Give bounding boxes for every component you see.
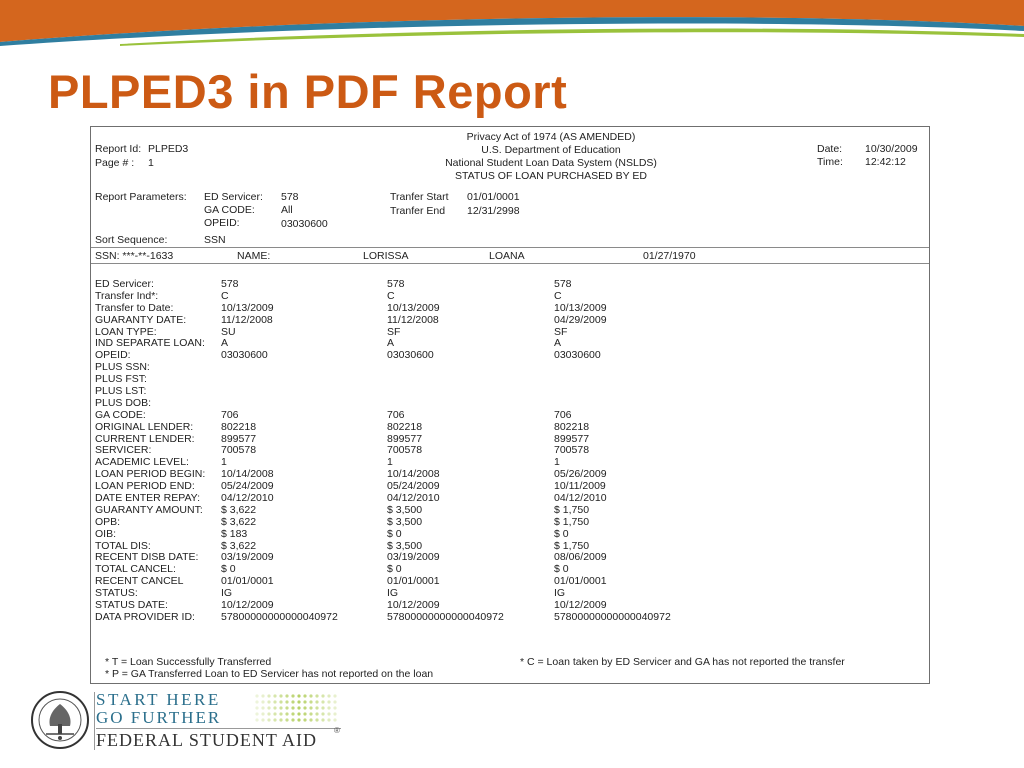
table-row xyxy=(95,445,925,457)
loan-1-value: 899577 xyxy=(221,432,257,445)
loan-fields-table xyxy=(95,279,925,624)
loan-1-value: 10/13/2009 xyxy=(221,301,274,314)
table-row xyxy=(95,362,925,374)
loan-2-value: IG xyxy=(387,587,399,600)
header-line-1: Privacy Act of 1974 (AS AMENDED) xyxy=(466,131,636,143)
loan-1-value: 700578 xyxy=(221,444,257,457)
field-label: GUARANTY DATE: xyxy=(95,313,187,326)
sort-value: SSN xyxy=(204,234,226,246)
loan-2-value: 03030600 xyxy=(387,349,434,362)
table-row xyxy=(95,457,925,469)
field-label: RECENT DISB DATE: xyxy=(95,551,199,564)
report-id-label: Report Id: xyxy=(95,143,142,155)
table-row xyxy=(95,422,925,434)
table-row xyxy=(95,576,925,588)
loan-2-value: 10/12/2009 xyxy=(387,599,440,612)
field-label: DATA PROVIDER ID: xyxy=(95,610,195,623)
table-row xyxy=(95,279,925,291)
table-row xyxy=(95,386,925,398)
table-row xyxy=(95,315,925,327)
loan-3-value: 03030600 xyxy=(554,349,601,362)
header-line-2: U.S. Department of Education xyxy=(481,144,621,156)
loan-3-value: 578 xyxy=(554,278,572,290)
department-of-education-seal-icon xyxy=(30,690,90,750)
field-label: ED Servicer: xyxy=(95,278,154,290)
loan-1-value: SU xyxy=(221,325,236,338)
loan-1-value: 1 xyxy=(221,456,227,469)
logo-divider-vertical xyxy=(94,692,95,750)
field-label: LOAN PERIOD END: xyxy=(95,480,195,493)
report-date: 10/30/2009 xyxy=(865,143,918,155)
field-label: OIB: xyxy=(95,527,117,540)
footnote-t: * T = Loan Successfully Transferred xyxy=(105,656,272,668)
logo-divider-horizontal xyxy=(96,728,341,729)
param-transfer-start: 01/01/0001 xyxy=(467,191,520,203)
loan-3-value: 706 xyxy=(554,408,572,421)
loan-2-value: $ 0 xyxy=(387,527,402,540)
param-transfer-end: 12/31/2998 xyxy=(467,205,520,217)
date-label: Date: xyxy=(817,143,843,155)
loan-3-value: $ 0 xyxy=(554,527,569,540)
loan-3-value: 57800000000000040972 xyxy=(554,610,671,623)
loan-2-value: 10/13/2009 xyxy=(387,301,440,314)
table-row xyxy=(95,338,925,350)
footnote-p: * P = GA Transferred Loan to ED Servicer has not reported on the loan xyxy=(105,668,434,680)
loan-3-value: 05/26/2009 xyxy=(554,468,607,481)
loan-2-value: $ 0 xyxy=(387,563,402,576)
loan-1-value: 10/14/2008 xyxy=(221,468,274,481)
borrower-dob: 01/27/1970 xyxy=(643,250,696,262)
loan-1-value: IG xyxy=(221,587,233,600)
table-row xyxy=(95,481,925,493)
table-row xyxy=(95,541,925,553)
loan-2-value: 700578 xyxy=(387,444,423,457)
report-id: PLPED3 xyxy=(148,143,189,155)
field-label: Transfer to Date: xyxy=(95,301,174,314)
borrower-first-name: LORISSA xyxy=(363,250,409,262)
logo-go-further: GO FURTHER xyxy=(96,708,222,727)
logo-federal-student-aid: FEDERAL STUDENT AID xyxy=(96,730,317,750)
loan-2-value: 802218 xyxy=(387,420,423,433)
loan-3-value: 08/06/2009 xyxy=(554,551,607,564)
loan-2-value: 01/01/0001 xyxy=(387,575,440,588)
field-label: PLUS SSN: xyxy=(95,361,150,374)
loan-1-value: $ 3,622 xyxy=(221,515,257,528)
loan-3-value: $ 1,750 xyxy=(554,539,590,552)
loan-3-value: 10/13/2009 xyxy=(554,301,607,314)
loan-3-value: 700578 xyxy=(554,444,590,457)
loan-1-value: C xyxy=(221,289,229,302)
footnote-c: * C = Loan taken by ED Servicer and GA has not reported the transfer xyxy=(520,656,845,668)
loan-3-value: 10/11/2009 xyxy=(554,480,606,493)
page-label: Page # : xyxy=(95,157,135,169)
loan-2-value: 04/12/2010 xyxy=(387,492,440,505)
loan-1-value: $ 0 xyxy=(221,563,236,576)
field-label: TOTAL DIS: xyxy=(95,539,151,552)
field-label: STATUS: xyxy=(95,587,138,600)
slide-title: PLPED3 in PDF Report xyxy=(48,65,568,118)
param-opeid: 03030600 xyxy=(281,218,328,230)
field-label: GUARANTY AMOUNT: xyxy=(95,503,203,516)
table-row xyxy=(95,350,925,362)
table-row xyxy=(95,410,925,422)
loan-2-value: 899577 xyxy=(387,432,423,445)
param-ga-code: All xyxy=(281,204,293,216)
federal-student-aid-logo xyxy=(30,690,360,756)
field-label: ORIGINAL LENDER: xyxy=(95,420,194,433)
field-label: TOTAL CANCEL: xyxy=(95,563,176,576)
registered-mark: ® xyxy=(334,726,340,735)
loan-3-value: 1 xyxy=(554,456,560,469)
field-label: PLUS DOB: xyxy=(95,396,152,409)
report-document xyxy=(90,126,930,684)
table-row xyxy=(95,434,925,446)
loan-2-value: A xyxy=(387,337,395,350)
borrower-name-label: NAME: xyxy=(237,250,271,262)
loan-3-value: C xyxy=(554,289,562,302)
field-label: LOAN TYPE: xyxy=(95,325,157,338)
loan-1-value: 01/01/0001 xyxy=(221,575,274,588)
loan-3-value: 802218 xyxy=(554,420,590,433)
field-label: LOAN PERIOD BEGIN: xyxy=(95,468,206,481)
loan-2-value: 10/14/2008 xyxy=(387,468,440,481)
report-time: 12:42:12 xyxy=(865,156,906,168)
loan-2-value: 706 xyxy=(387,408,405,421)
top-decorative-band xyxy=(0,0,1024,50)
param-transfer-start-label: Tranfer Start xyxy=(390,191,449,203)
page-number: 1 xyxy=(148,157,154,169)
table-row xyxy=(95,600,925,612)
loan-3-value: 899577 xyxy=(554,432,590,445)
loan-3-value: $ 1,750 xyxy=(554,515,590,528)
loan-1-value: $ 3,622 xyxy=(221,539,257,552)
table-row xyxy=(95,398,925,410)
loan-1-value: 03030600 xyxy=(221,349,268,362)
loan-3-value: $ 1,750 xyxy=(554,503,590,516)
loan-1-value: 706 xyxy=(221,408,239,421)
loan-3-value: 10/12/2009 xyxy=(554,599,607,612)
param-ed-servicer: 578 xyxy=(281,191,299,203)
field-label: IND SEPARATE LOAN: xyxy=(95,337,205,350)
table-row xyxy=(95,517,925,529)
loan-2-value: 03/19/2009 xyxy=(387,551,440,564)
loan-3-value: 04/12/2010 xyxy=(554,492,607,505)
loan-1-value: 11/12/2008 xyxy=(221,313,273,326)
loan-1-value: 578 xyxy=(221,278,239,290)
table-row xyxy=(95,529,925,541)
param-ed-servicer-label: ED Servicer: xyxy=(204,191,263,203)
field-label: GA CODE: xyxy=(95,408,146,421)
borrower-last-name: LOANA xyxy=(489,250,525,262)
loan-1-value: $ 3,622 xyxy=(221,503,257,516)
loan-3-value: A xyxy=(554,337,562,350)
parameters-label: Report Parameters: xyxy=(95,191,187,203)
loan-3-value: IG xyxy=(554,587,566,600)
time-label: Time: xyxy=(817,156,843,168)
loan-2-value: C xyxy=(387,289,395,302)
loan-1-value: 802218 xyxy=(221,420,257,433)
table-row xyxy=(95,493,925,505)
table-row xyxy=(95,374,925,386)
field-label: PLUS FST: xyxy=(95,373,147,386)
divider-bottom xyxy=(91,263,929,264)
table-row xyxy=(95,327,925,339)
loan-1-value: 10/12/2009 xyxy=(221,599,274,612)
loan-2-value: $ 3,500 xyxy=(387,503,423,516)
loan-1-value: $ 183 xyxy=(221,527,248,540)
field-label: OPB: xyxy=(95,515,121,528)
loan-1-value: 03/19/2009 xyxy=(221,551,274,564)
param-transfer-end-label: Tranfer End xyxy=(390,205,446,217)
loan-1-value: 05/24/2009 xyxy=(221,480,274,493)
field-label: RECENT CANCEL xyxy=(95,575,184,588)
loan-1-value: 57800000000000040972 xyxy=(221,610,338,623)
field-label: OPEID: xyxy=(95,349,131,362)
loan-2-value: $ 3,500 xyxy=(387,515,423,528)
field-label: STATUS DATE: xyxy=(95,599,168,612)
table-row xyxy=(95,505,925,517)
field-label: DATE ENTER REPAY: xyxy=(95,492,201,505)
borrower-ssn: SSN: ***-**-1633 xyxy=(95,250,174,262)
loan-2-value: SF xyxy=(387,325,401,338)
field-label: Transfer Ind*: xyxy=(95,289,159,302)
table-row xyxy=(95,612,925,624)
table-row xyxy=(95,588,925,600)
field-label: PLUS LST: xyxy=(95,385,147,398)
logo-dot-pattern-icon xyxy=(254,692,344,726)
loan-3-value: $ 0 xyxy=(554,563,569,576)
loan-2-value: 578 xyxy=(387,278,405,290)
field-label: ACADEMIC LEVEL: xyxy=(95,456,189,469)
loan-2-value: 05/24/2009 xyxy=(387,480,440,493)
table-row xyxy=(95,564,925,576)
loan-3-value: 04/29/2009 xyxy=(554,313,607,326)
table-row xyxy=(95,469,925,481)
loan-3-value: 01/01/0001 xyxy=(554,575,607,588)
table-row xyxy=(95,303,925,315)
loan-2-value: 11/12/2008 xyxy=(387,313,439,326)
param-ga-code-label: GA CODE: xyxy=(204,204,255,216)
header-line-4: STATUS OF LOAN PURCHASED BY ED xyxy=(455,170,647,182)
loan-2-value: 1 xyxy=(387,456,393,469)
loan-2-value: $ 3,500 xyxy=(387,539,423,552)
loan-2-value: 57800000000000040972 xyxy=(387,610,504,623)
logo-start-here: START HERE xyxy=(96,690,221,709)
sort-label: Sort Sequence: xyxy=(95,234,168,246)
table-row xyxy=(95,552,925,564)
param-opeid-label: OPEID: xyxy=(204,217,240,229)
field-label: CURRENT LENDER: xyxy=(95,432,195,445)
field-label: SERVICER: xyxy=(95,444,152,457)
loan-1-value: A xyxy=(221,337,229,350)
loan-1-value: 04/12/2010 xyxy=(221,492,274,505)
table-row xyxy=(95,291,925,303)
loan-3-value: SF xyxy=(554,325,568,338)
divider-top xyxy=(91,247,929,248)
header-line-3: National Student Loan Data System (NSLDS) xyxy=(445,157,657,169)
